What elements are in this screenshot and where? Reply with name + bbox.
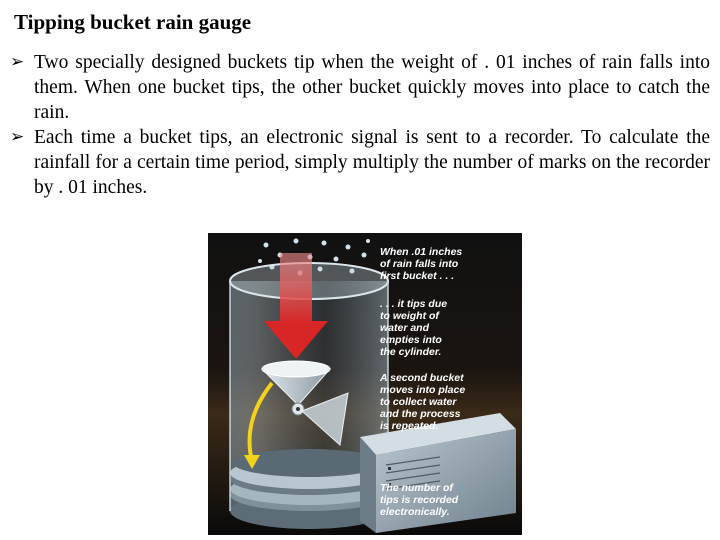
bullet-item bbox=[10, 125, 710, 200]
arrow-bullet-icon: ➢ bbox=[10, 52, 25, 72]
bullet-list bbox=[10, 50, 710, 200]
caption-first-bucket: When .01 inches of rain falls into first bucket . . . bbox=[380, 246, 463, 282]
rain-gauge-illustration bbox=[208, 233, 522, 535]
caption-second-bucket: A second bucket moves into place to collect water and the process is repeated. bbox=[380, 372, 466, 432]
caption-recorded: The number of tips is recorded electronically. bbox=[380, 482, 459, 518]
arrow-bullet-icon: ➢ bbox=[10, 127, 25, 147]
bullet-text: Two specially designed buckets tip when the weight of . 01 inches of rain falls into them. When one bucket tips, the other bucket quickly moves into place to catch the rain. bbox=[34, 52, 710, 123]
bullet-text: Each time a bucket tips, an electronic signal is sent to a recorder. To calculate the rainfall for a certain time period, simply multiply the number of marks on the recorder by . 01 inches. bbox=[34, 127, 710, 198]
slide-title: Tipping bucket rain gauge bbox=[14, 10, 252, 34]
bullet-item bbox=[10, 50, 710, 125]
caption-it-tips: . . . it tips due to weight of water and empties into the cylinder. bbox=[380, 298, 448, 358]
